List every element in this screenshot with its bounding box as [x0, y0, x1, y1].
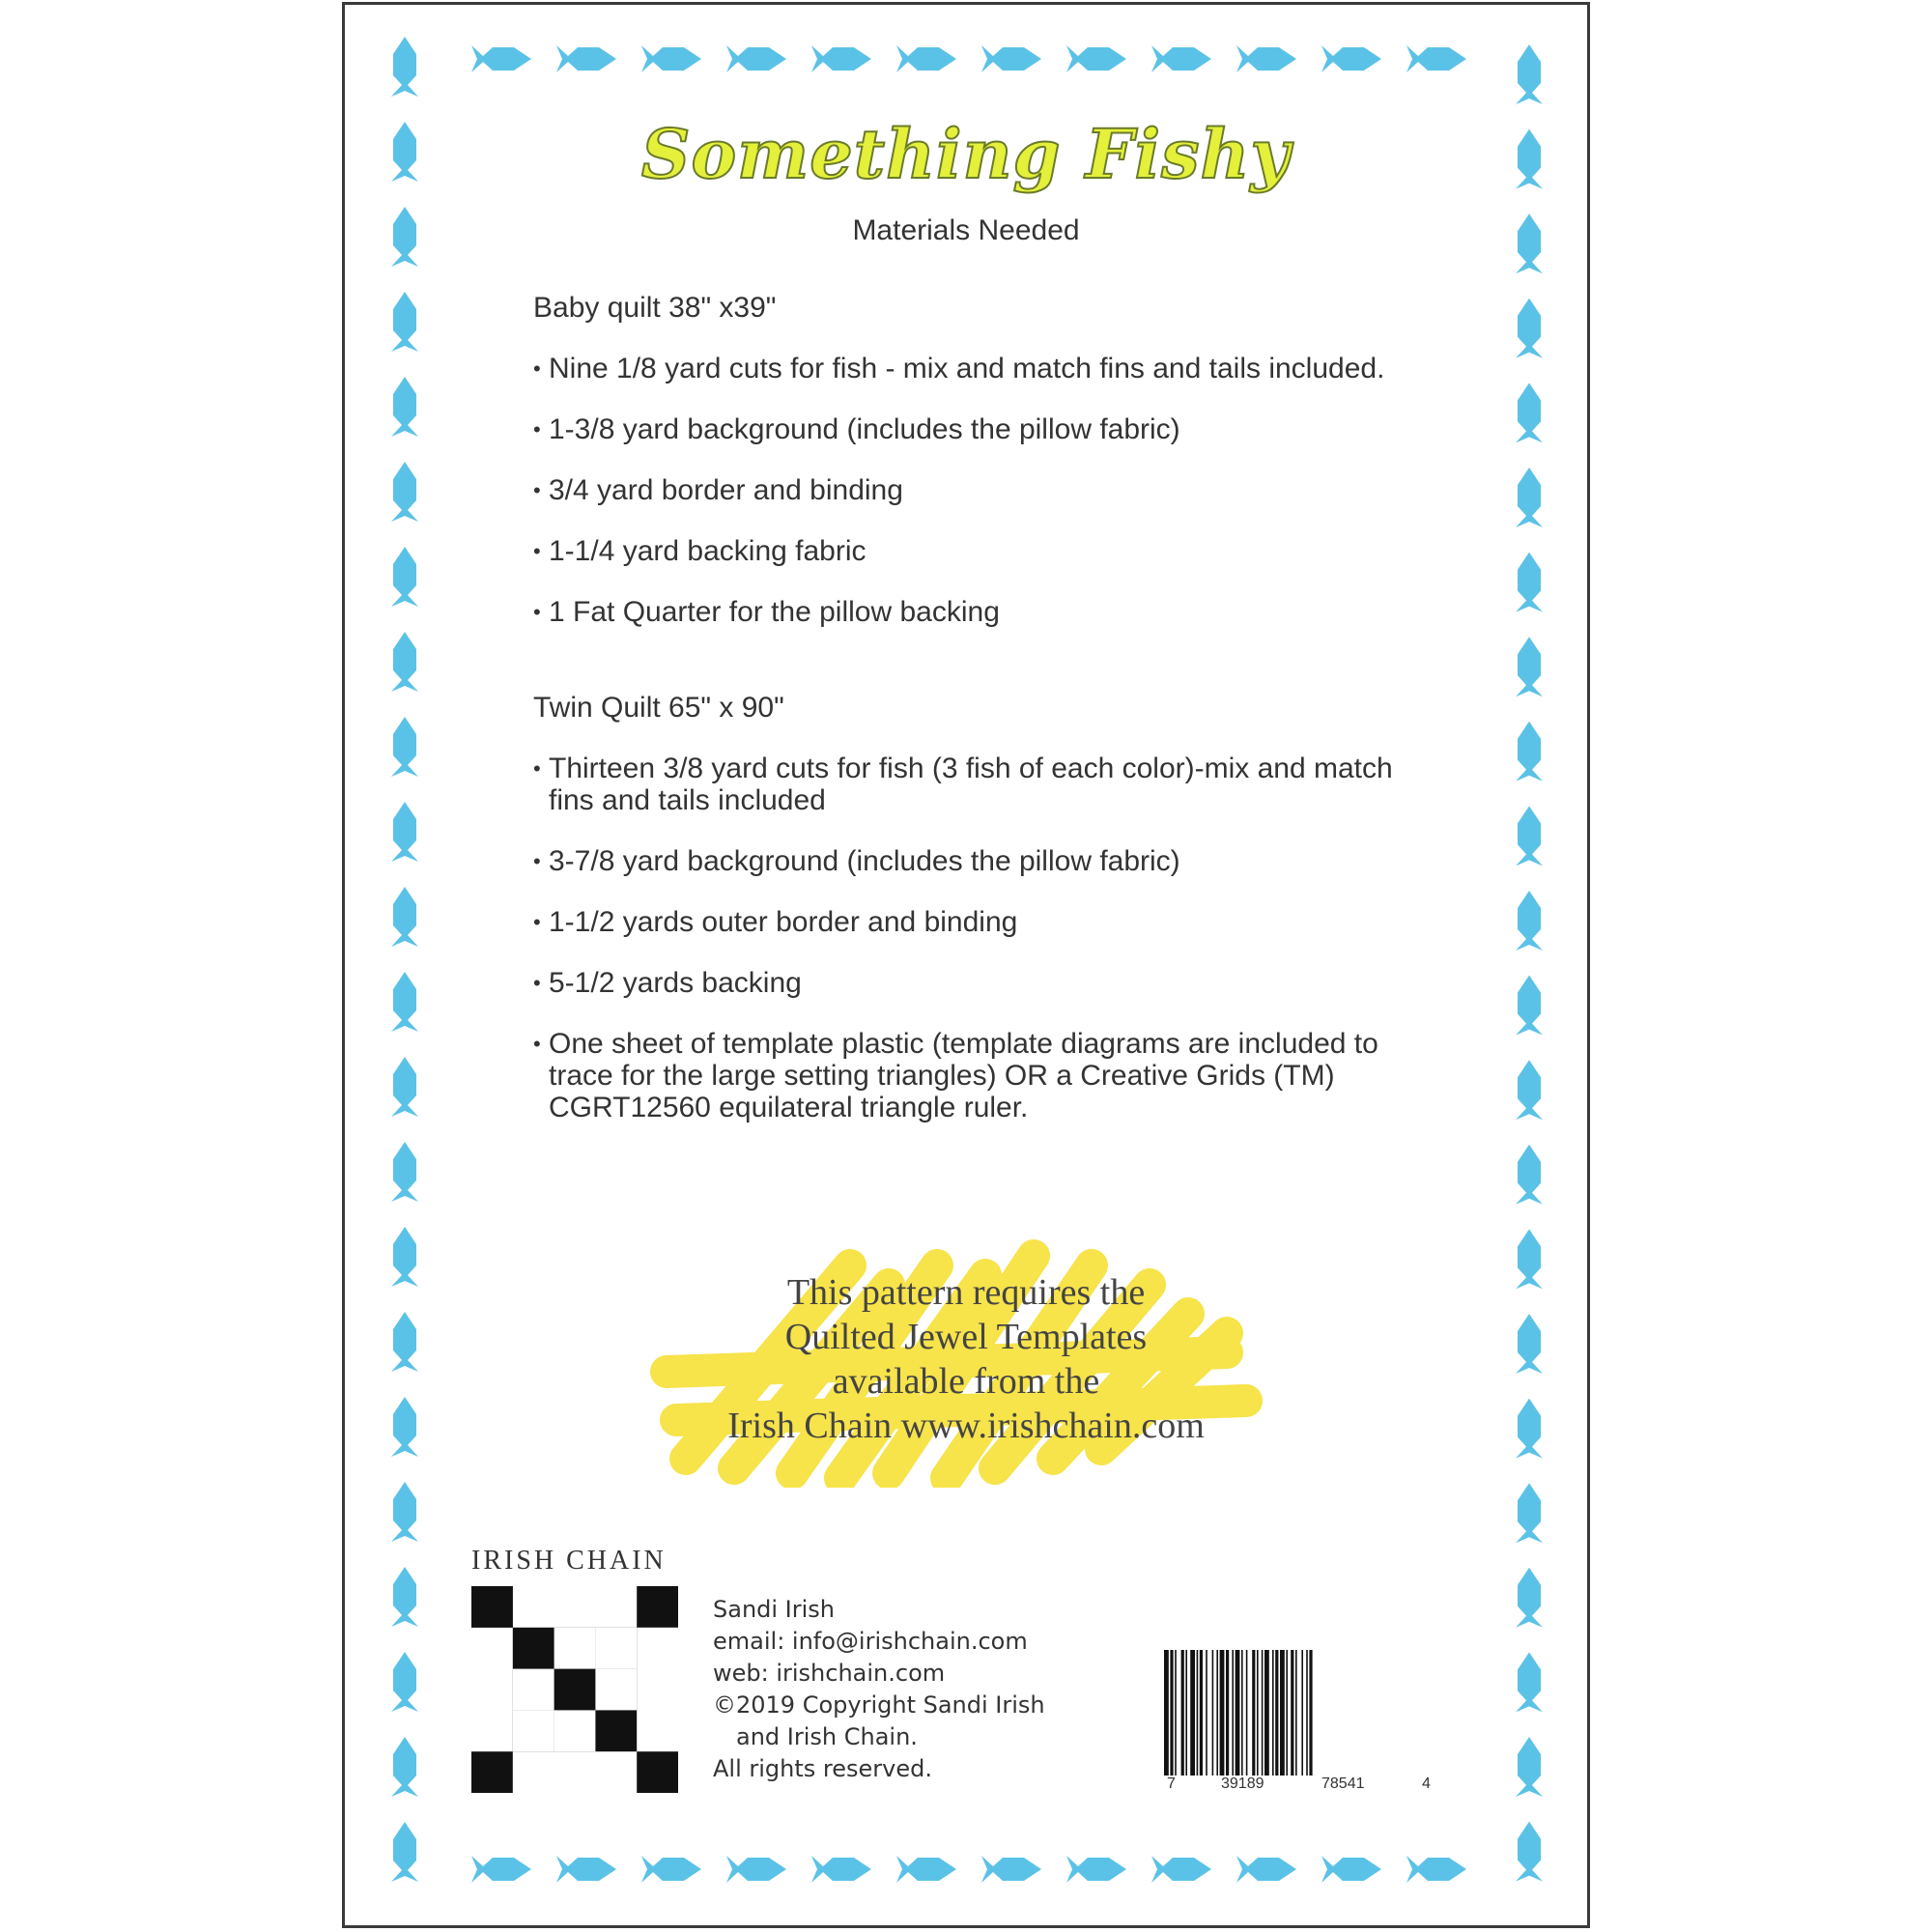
fish-icon [1321, 45, 1381, 72]
fish-icon [391, 1567, 418, 1627]
fish-icon [471, 45, 531, 72]
list-item-text: 5-1/2 yards backing [549, 967, 802, 999]
barcode-bar [1220, 1650, 1225, 1776]
fish-icon [896, 1856, 956, 1883]
list-item-text: Thirteen 3/8 yard cuts for fish (3 fish of each color)-mix and match fins and tails included [549, 753, 1393, 816]
fish-icon [981, 1856, 1041, 1883]
fish-icon [1516, 1399, 1543, 1459]
barcode-bar [1257, 1650, 1259, 1776]
rights: All rights reserved. [713, 1755, 932, 1782]
list-item [533, 1028, 1422, 1123]
barcode-bar [1264, 1650, 1269, 1776]
barcode-bar [1181, 1650, 1184, 1776]
barcode-bar [1197, 1650, 1199, 1776]
bullet: • [533, 849, 541, 873]
fish-icon [391, 37, 418, 97]
twin-heading: Twin Quilt 65" x 90" [533, 692, 784, 724]
list-item [533, 967, 1422, 999]
fish-icon [811, 1856, 871, 1883]
fish-icon [1516, 383, 1543, 442]
fish-icon [1516, 1568, 1543, 1628]
fish-icon [471, 1856, 531, 1883]
fish-icon [391, 1227, 418, 1287]
fish-icon [641, 45, 701, 72]
barcode-bar [1175, 1650, 1177, 1776]
list-item [533, 535, 1422, 567]
barcode-bar [1295, 1650, 1297, 1776]
logo-name: IRISH CHAIN [471, 1546, 667, 1576]
fish-icon [391, 462, 418, 522]
fish-icon [1406, 1856, 1466, 1883]
materials-list [533, 292, 1422, 1152]
list-item [533, 906, 1422, 938]
barcode-bar [1236, 1650, 1240, 1776]
list-item [533, 596, 1422, 628]
fish-icon [556, 1856, 616, 1883]
notice-line: available from the [832, 1361, 1100, 1402]
bullet: • [533, 600, 541, 624]
fish-icon [1066, 45, 1126, 72]
list-item [533, 353, 1422, 384]
list-item-text: 3/4 yard border and binding [549, 474, 903, 506]
fish-icon [896, 45, 956, 72]
fish-icon [391, 972, 418, 1032]
fish-icon [391, 1057, 418, 1117]
fish-icon [1516, 1060, 1543, 1120]
fish-icon [1516, 1822, 1543, 1882]
list-item-text: 1-3/8 yard background (includes the pillow fabric) [549, 413, 1180, 445]
fish-icon [391, 887, 418, 947]
fish-icon [1516, 1145, 1543, 1205]
bullet: • [533, 539, 541, 563]
list-item-text: 3-7/8 yard background (includes the pillow fabric) [549, 845, 1180, 877]
subtitle: Materials Needed [852, 214, 1080, 246]
fish-icon [556, 45, 616, 72]
bullet: • [533, 1032, 541, 1056]
fish-border-right [1507, 41, 1551, 1895]
list-item-text: 1-1/2 yards outer border and binding [549, 906, 1018, 938]
fish-border-top [464, 37, 1478, 81]
fish-icon [1236, 1856, 1296, 1883]
copyright-cont: and Irish Chain. [736, 1723, 918, 1750]
fish-icon [391, 717, 418, 777]
fish-icon [391, 1737, 418, 1797]
barcode-right: 78541 [1321, 1776, 1365, 1792]
fish-icon [1066, 1856, 1126, 1883]
bullet: • [533, 910, 541, 934]
fish-icon [1406, 45, 1466, 72]
barcode-bar [1291, 1650, 1293, 1776]
fish-icon [811, 45, 871, 72]
baby-heading: Baby quilt 38" x39" [533, 292, 777, 324]
fish-icon [391, 1822, 418, 1882]
barcode-bar [1252, 1650, 1255, 1776]
barcode-bar [1286, 1650, 1288, 1776]
list-item-text: One sheet of template plastic (template diagrams are included to trace for the large setting triangles) OR a Creative Grids (TM) CGRT12560 equilateral triangle ruler. [549, 1028, 1378, 1123]
barcode-bar [1306, 1650, 1308, 1776]
list-item-text: 1-1/4 yard backing fabric [549, 535, 867, 567]
list-item [533, 413, 1422, 445]
barcode-check: 4 [1422, 1776, 1431, 1792]
list-item [533, 474, 1422, 506]
list-item-text: 1 Fat Quarter for the pillow backing [549, 596, 1000, 628]
fish-icon [1516, 722, 1543, 781]
fish-icon [1236, 45, 1296, 72]
fish-border-left [383, 31, 427, 1895]
fish-icon [1516, 1737, 1543, 1797]
barcode-bar [1272, 1650, 1274, 1776]
bullet: • [533, 417, 541, 441]
notice-line: Irish Chain www.irishchain.com [727, 1406, 1205, 1446]
barcode-bar [1212, 1650, 1214, 1776]
fish-icon [641, 1856, 701, 1883]
fish-icon [981, 45, 1041, 72]
bullet: • [533, 356, 541, 381]
spacer [533, 657, 1422, 692]
fish-icon [391, 802, 418, 862]
contact-email: email: info@irishchain.com [713, 1628, 1028, 1655]
barcode-lead: 7 [1167, 1776, 1176, 1792]
fish-icon [1516, 468, 1543, 527]
contact-name: Sandi Irish [713, 1596, 836, 1623]
fish-border-bottom [464, 1847, 1478, 1891]
contact-block [713, 1594, 1045, 1785]
list-item-text: Nine 1/8 yard cuts for fish - mix and match fins and tails included. [549, 353, 1385, 384]
barcode-bar [1301, 1650, 1303, 1776]
barcode-bar [1216, 1650, 1218, 1776]
copyright: ©2019 Copyright Sandi Irish [713, 1691, 1045, 1719]
fish-icon [1516, 1314, 1543, 1374]
list-item [533, 753, 1422, 816]
fish-icon [1516, 1229, 1543, 1289]
fish-icon [391, 377, 418, 437]
fish-icon [391, 1652, 418, 1712]
fish-icon [726, 1856, 786, 1883]
barcode-bar [1226, 1650, 1229, 1776]
barcode [1164, 1650, 1435, 1795]
fish-icon [391, 292, 418, 352]
fish-icon [1516, 553, 1543, 612]
barcode-bar [1280, 1650, 1285, 1776]
barcode-bar [1190, 1650, 1195, 1776]
barcode-bar [1309, 1650, 1312, 1776]
barcode-bar [1232, 1650, 1234, 1776]
bullet: • [533, 971, 541, 995]
title [0, 114, 1932, 194]
bullet: • [533, 756, 541, 781]
fish-icon [1516, 637, 1543, 696]
notice-line: Quilted Jewel Templates [784, 1317, 1148, 1357]
fish-icon [391, 547, 418, 607]
barcode-bar [1164, 1650, 1169, 1776]
fish-icon [1516, 891, 1543, 951]
title-text: Something Fishy [640, 114, 1292, 194]
contact-web: web: irishchain.com [713, 1660, 946, 1687]
barcode-bar [1170, 1650, 1173, 1776]
fish-icon [1321, 1856, 1381, 1883]
fish-icon [391, 1142, 418, 1202]
fish-icon [1516, 976, 1543, 1036]
fish-icon [726, 45, 786, 72]
barcode-bar [1262, 1650, 1264, 1776]
list-item [533, 845, 1422, 877]
barcode-bar [1275, 1650, 1278, 1776]
irish-chain-logo [471, 1586, 678, 1793]
fish-icon [391, 1482, 418, 1542]
fish-icon [1516, 806, 1543, 866]
fish-icon [391, 1397, 418, 1457]
notice-line: This pattern requires the [786, 1272, 1146, 1313]
template-notice [609, 1270, 1323, 1448]
fish-icon [1151, 45, 1211, 72]
fish-icon [1516, 298, 1543, 358]
fish-icon [1516, 1652, 1543, 1712]
fish-icon [391, 1312, 418, 1372]
fish-icon [1151, 1856, 1211, 1883]
barcode-bar [1246, 1650, 1248, 1776]
barcode-bar [1185, 1650, 1187, 1776]
fish-icon [1516, 44, 1543, 104]
fish-icon [1516, 1483, 1543, 1543]
barcode-bar [1206, 1650, 1208, 1776]
bullet: • [533, 478, 541, 502]
fish-icon [391, 632, 418, 692]
barcode-bar [1241, 1650, 1243, 1776]
barcode-bar [1200, 1650, 1203, 1776]
barcode-left: 39189 [1221, 1776, 1264, 1792]
